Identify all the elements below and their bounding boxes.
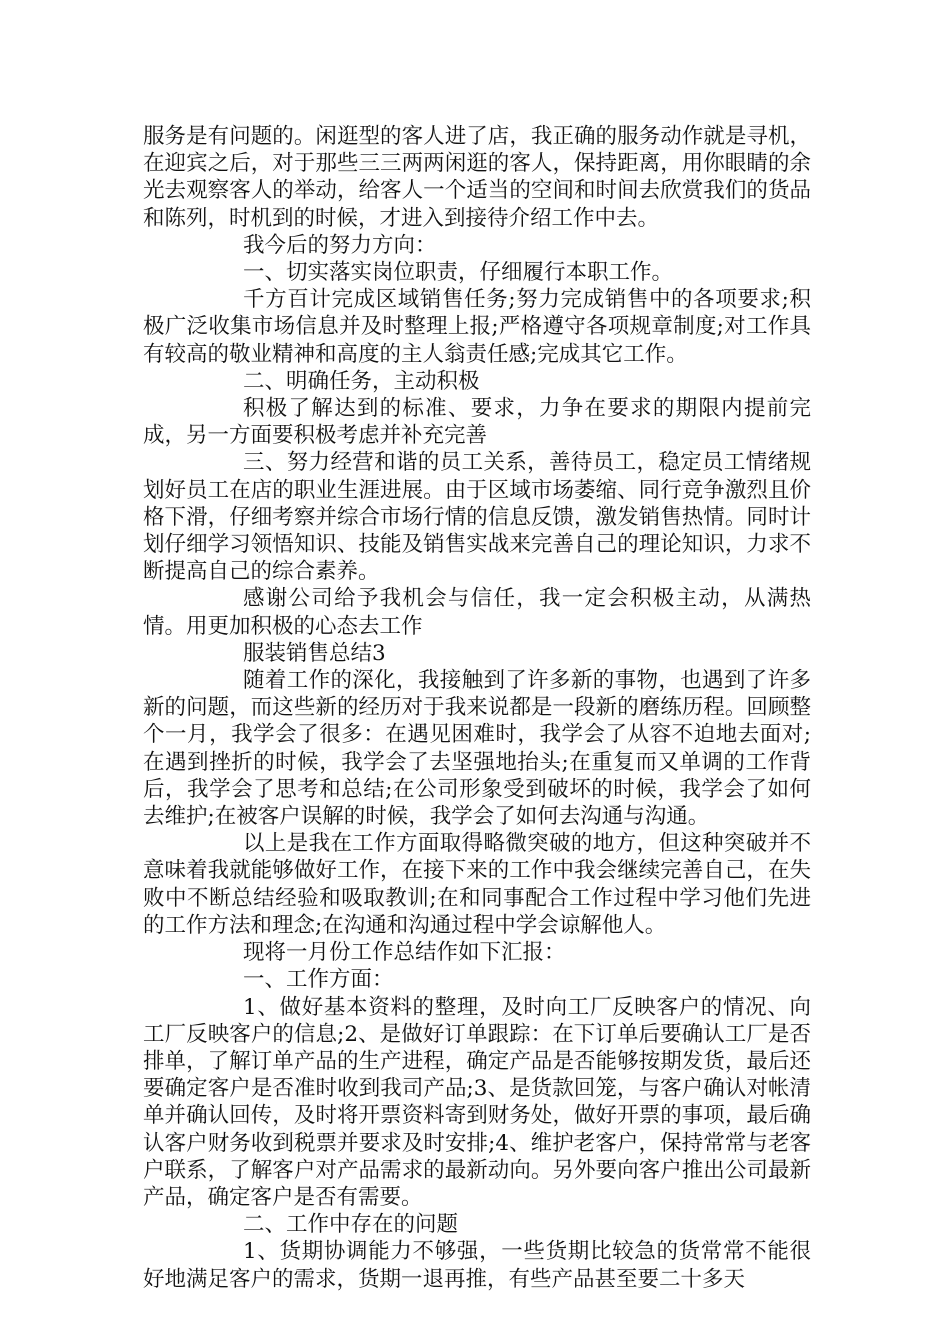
paragraph: 1、货期协调能力不够强，一些货期比较急的货常常不能很好地满足客户的需求，货期一退再推，有些产品甚至要二十多天 xyxy=(143,1239,811,1292)
paragraph: 感谢公司给予我机会与信任，我一定会积极主动，从满热情。用更加积极的心态去工作 xyxy=(143,586,811,639)
paragraph: 服务是有问题的。闲逛型的客人进了店，我正确的服务动作就是寻机，在迎宾之后，对于那些三三两两闲逛的客人，保持距离，用你眼睛的余光去观察客人的举动，给客人一个适当的空间和时间去欣赏我们的货品和陈列，时机到的时候，才进入到接待介绍工作中去。 xyxy=(143,124,811,231)
section-heading: 二、工作中存在的问题 xyxy=(243,1212,459,1238)
section-heading: 一、工作方面： xyxy=(243,967,394,993)
paragraph: 积极了解达到的标准、要求，力争在要求的期限内提前完成，另一方面要积极考虑并补充完善 xyxy=(143,396,811,449)
paragraph: 1、做好基本资料的整理，及时向工厂反映客户的情况、向工厂反映客户的信息;2、是做好订单跟踪：在下订单后要确认工厂是否排单，了解订单产品的生产进程，确定产品是否能够按期发货，最后还要确定客户是否准时收到我司产品;3、是货款回笼，与客户确认对帐清单并确认回传，及时将开票资料寄到财务处，做好开票的事项，最后确认客户财务收到税票并要求及时安排;4、维护老客户，保持常常与老客户联系，了解客户对产品需求的最新动向。另外要向客户推出公司最新产品，确定客户是否有需要。 xyxy=(143,994,811,1210)
paragraph: 以上是我在工作方面取得略微突破的地方，但这种突破并不意味着我就能够做好工作，在接下来的工作中我会继续完善自己，在失败中不断总结经验和吸取教训;在和同事配合工作过程中学习他们先进的工作方法和理念;在沟通和沟通过程中学会谅解他人。 xyxy=(143,831,811,938)
paragraph: 千方百计完成区域销售任务;努力完成销售中的各项要求;积极广泛收集市场信息并及时整理上报;严格遵守各项规章制度;对工作具有较高的敬业精神和高度的主人翁责任感;完成其它工作。 xyxy=(143,287,811,367)
paragraph: 随着工作的深化，我接触到了许多新的事物，也遇到了许多新的问题，而这些新的经历对于我来说都是一段新的磨练历程。回顾整个一月，我学会了很多：在遇见困难时，我学会了从容不迫地去面对;在遇到挫折的时候，我学会了去坚强地抬头;在重复而又单调的工作背后，我学会了思考和总结;在公司形象受到破坏的时候，我学会了如何去维护;在被客户误解的时候，我学会了如何去沟通与沟通。 xyxy=(143,668,811,830)
section-heading: 一、切实落实岗位职责，仔细履行本职工作。 xyxy=(243,260,674,286)
section-heading: 二、明确任务，主动积极 xyxy=(243,368,480,394)
paragraph: 现将一月份工作总结作如下汇报： xyxy=(243,940,566,966)
paragraph: 我今后的努力方向： xyxy=(243,232,437,258)
section-title: 服装销售总结3 xyxy=(243,640,386,666)
document-body xyxy=(143,123,811,1293)
paragraph: 三、努力经营和谐的员工关系，善待员工，稳定员工情绪规划好员工在店的职业生涯进展。由于区域市场萎缩、同行竞争激烈且价格下滑，仔细考察并综合市场行情的信息反馈，激发销售热情。同时计划仔细学习领悟知识、技能及销售实战来完善自己的理论知识，力求不断提高自己的综合素养。 xyxy=(143,450,811,585)
